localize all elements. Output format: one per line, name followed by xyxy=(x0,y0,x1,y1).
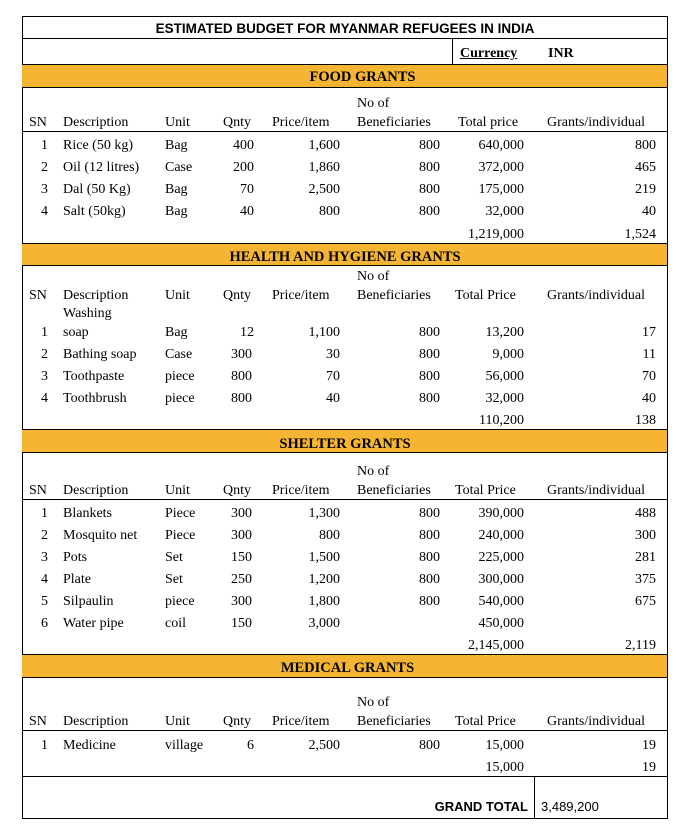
col-desc: Description xyxy=(63,115,129,130)
medical-band-top xyxy=(22,654,668,655)
health-subtotal-underline xyxy=(470,429,526,430)
grants-individual: 40 xyxy=(642,204,656,219)
shelter-subtotal: 2,145,000 xyxy=(468,638,524,653)
price: 1,200 xyxy=(308,572,340,587)
total: 13,200 xyxy=(485,325,524,340)
health-gpi-underline xyxy=(630,429,657,430)
sn: 1 xyxy=(41,325,48,340)
shelter-subtotal-gpi: 2,119 xyxy=(625,638,656,653)
col-nob-bottom: Beneficiaries xyxy=(357,115,431,130)
description-top: Washing xyxy=(63,306,112,321)
col-gpi: Grants/individual xyxy=(547,288,645,303)
description: Rice (50 kg) xyxy=(63,138,133,153)
price: 1,100 xyxy=(308,325,340,340)
unit: Case xyxy=(165,347,193,362)
description: Toothbrush xyxy=(63,391,127,406)
medical-header-rule xyxy=(22,730,668,731)
col-nob-top: No of xyxy=(357,695,390,710)
total: 225,000 xyxy=(478,550,524,565)
price: 800 xyxy=(319,528,340,543)
qnty: 200 xyxy=(233,160,254,175)
col-qnty: Qnty xyxy=(223,115,251,130)
col-price: Price/item xyxy=(272,115,330,130)
shelter-subtotal-underline xyxy=(458,654,526,655)
price: 1,500 xyxy=(308,550,340,565)
unit: village xyxy=(165,738,204,753)
col-total: Total price xyxy=(458,115,519,130)
beneficiaries: 800 xyxy=(419,160,440,175)
qnty: 800 xyxy=(231,369,252,384)
col-nob-top: No of xyxy=(357,96,390,111)
unit: piece xyxy=(165,594,195,609)
sn: 2 xyxy=(41,347,48,362)
price: 800 xyxy=(319,204,340,219)
col-desc: Description xyxy=(63,288,129,303)
sn: 3 xyxy=(41,369,48,384)
sn: 4 xyxy=(41,391,48,406)
price: 2,500 xyxy=(308,182,340,197)
shelter-grants-heading: SHELTER GRANTS xyxy=(279,436,411,452)
food-header-rule xyxy=(22,131,668,132)
beneficiaries: 800 xyxy=(419,594,440,609)
qnty: 800 xyxy=(231,391,252,406)
currency-divider xyxy=(452,38,453,64)
col-qnty: Qnty xyxy=(223,714,251,729)
sn: 4 xyxy=(41,572,48,587)
grand-total-rule xyxy=(22,776,668,777)
beneficiaries: 800 xyxy=(419,369,440,384)
unit: Piece xyxy=(165,528,196,543)
qnty: 250 xyxy=(231,572,252,587)
description: Salt (50kg) xyxy=(63,204,126,219)
qnty: 150 xyxy=(231,550,252,565)
health-band-bottom xyxy=(22,265,668,266)
col-desc: Description xyxy=(63,483,129,498)
sn: 1 xyxy=(41,138,48,153)
beneficiaries: 800 xyxy=(419,182,440,197)
grants-individual: 300 xyxy=(635,528,656,543)
grants-individual: 800 xyxy=(635,138,656,153)
beneficiaries: 800 xyxy=(419,506,440,521)
beneficiaries: 800 xyxy=(419,138,440,153)
grand-total-value: 3,489,200 xyxy=(541,799,599,814)
col-nob-bottom: Beneficiaries xyxy=(357,288,431,303)
unit: Set xyxy=(165,572,183,587)
unit: Bag xyxy=(165,325,188,340)
shelter-header-rule xyxy=(22,499,668,500)
shelter-band-bottom xyxy=(22,452,668,453)
col-unit: Unit xyxy=(165,288,190,303)
col-sn: SN xyxy=(29,714,47,729)
health-subtotal-gpi: 138 xyxy=(635,413,656,428)
price: 40 xyxy=(326,391,340,406)
unit: piece xyxy=(165,391,195,406)
col-price: Price/item xyxy=(272,714,330,729)
unit: Bag xyxy=(165,138,188,153)
grants-individual: 675 xyxy=(635,594,656,609)
description: Bathing soap xyxy=(63,347,137,362)
health-grants-heading: HEALTH AND HYGIENE GRANTS xyxy=(229,249,461,265)
currency-value: INR xyxy=(548,46,574,61)
qnty: 300 xyxy=(231,594,252,609)
total: 9,000 xyxy=(492,347,524,362)
col-total: Total Price xyxy=(455,483,516,498)
total: 300,000 xyxy=(478,572,524,587)
grants-individual: 70 xyxy=(642,369,656,384)
col-total: Total Price xyxy=(455,714,516,729)
grants-individual: 219 xyxy=(635,182,656,197)
qnty: 300 xyxy=(231,347,252,362)
shelter-band-top xyxy=(22,429,668,430)
qnty: 150 xyxy=(231,616,252,631)
health-band-top xyxy=(22,243,668,244)
sn: 1 xyxy=(41,738,48,753)
sn: 5 xyxy=(41,594,48,609)
unit: Bag xyxy=(165,204,188,219)
total: 56,000 xyxy=(485,369,524,384)
grants-individual: 488 xyxy=(635,506,656,521)
qnty: 400 xyxy=(233,138,254,153)
medical-grants-heading: MEDICAL GRANTS xyxy=(280,660,415,676)
title-rule xyxy=(22,38,668,39)
border-top xyxy=(22,16,668,17)
col-sn: SN xyxy=(29,288,47,303)
description: Water pipe xyxy=(63,616,124,631)
sn: 2 xyxy=(41,528,48,543)
total: 175,000 xyxy=(478,182,524,197)
beneficiaries: 800 xyxy=(419,528,440,543)
price: 1,600 xyxy=(308,138,340,153)
col-gpi: Grants/individual xyxy=(547,714,645,729)
grants-individual: 465 xyxy=(635,160,656,175)
qnty: 70 xyxy=(240,182,254,197)
unit: Case xyxy=(165,160,193,175)
medical-subtotal-gpi: 19 xyxy=(642,760,656,775)
qnty: 12 xyxy=(240,325,254,340)
price: 1,300 xyxy=(308,506,340,521)
total: 372,000 xyxy=(478,160,524,175)
beneficiaries: 800 xyxy=(419,738,440,753)
unit: Bag xyxy=(165,182,188,197)
beneficiaries: 800 xyxy=(419,550,440,565)
total: 640,000 xyxy=(478,138,524,153)
col-nob-bottom: Beneficiaries xyxy=(357,483,431,498)
col-gpi: Grants/individual xyxy=(547,483,645,498)
qnty: 300 xyxy=(231,528,252,543)
description: Silpaulin xyxy=(63,594,114,609)
total: 32,000 xyxy=(485,391,524,406)
unit: Piece xyxy=(165,506,196,521)
food-gpi-underline xyxy=(615,243,657,244)
sn: 4 xyxy=(41,204,48,219)
beneficiaries: 800 xyxy=(419,204,440,219)
total: 15,000 xyxy=(485,738,524,753)
description: soap xyxy=(63,325,89,340)
page-title: ESTIMATED BUDGET FOR MYANMAR REFUGEES IN INDIA xyxy=(155,21,535,36)
grants-individual: 17 xyxy=(642,325,656,340)
beneficiaries: 800 xyxy=(419,325,440,340)
medical-subtotal: 15,000 xyxy=(485,760,524,775)
unit: Set xyxy=(165,550,183,565)
col-unit: Unit xyxy=(165,714,190,729)
sn: 2 xyxy=(41,160,48,175)
medical-band-bottom xyxy=(22,677,668,678)
food-subtotal-underline xyxy=(458,243,526,244)
col-unit: Unit xyxy=(165,115,190,130)
border-left xyxy=(22,16,23,819)
sn: 6 xyxy=(41,616,48,631)
total: 540,000 xyxy=(478,594,524,609)
price: 3,000 xyxy=(308,616,340,631)
qnty: 6 xyxy=(247,738,254,753)
beneficiaries: 800 xyxy=(419,572,440,587)
description: Mosquito net xyxy=(63,528,138,543)
grants-individual: 281 xyxy=(635,550,656,565)
description: Toothpaste xyxy=(63,369,125,384)
qnty: 40 xyxy=(240,204,254,219)
total: 450,000 xyxy=(478,616,524,631)
food-band-bottom xyxy=(22,87,668,88)
grand-total-label: GRAND TOTAL xyxy=(434,799,528,814)
grants-individual: 40 xyxy=(642,391,656,406)
qnty: 300 xyxy=(231,506,252,521)
shelter-gpi-underline xyxy=(615,654,657,655)
col-total: Total Price xyxy=(455,288,516,303)
food-band-top xyxy=(22,64,668,65)
col-nob-bottom: Beneficiaries xyxy=(357,714,431,729)
col-price: Price/item xyxy=(272,483,330,498)
col-qnty: Qnty xyxy=(223,483,251,498)
grants-individual: 19 xyxy=(642,738,656,753)
unit: coil xyxy=(165,616,186,631)
description: Pots xyxy=(63,550,88,565)
grants-individual: 375 xyxy=(635,572,656,587)
food-subtotal-gpi: 1,524 xyxy=(624,227,656,242)
food-grants-heading: FOOD GRANTS xyxy=(309,69,416,85)
col-gpi: Grants/individual xyxy=(547,115,645,130)
border-bottom xyxy=(22,818,668,819)
description: Medicine xyxy=(63,738,116,753)
health-subtotal: 110,200 xyxy=(479,413,524,428)
price: 70 xyxy=(326,369,340,384)
total: 240,000 xyxy=(478,528,524,543)
border-right xyxy=(667,16,668,819)
total: 390,000 xyxy=(478,506,524,521)
sn: 3 xyxy=(41,182,48,197)
col-nob-top: No of xyxy=(357,269,390,284)
col-nob-top: No of xyxy=(357,464,390,479)
col-sn: SN xyxy=(29,115,47,130)
col-unit: Unit xyxy=(165,483,190,498)
col-sn: SN xyxy=(29,483,47,498)
beneficiaries: 800 xyxy=(419,391,440,406)
food-subtotal: 1,219,000 xyxy=(468,227,524,242)
sn: 3 xyxy=(41,550,48,565)
col-qnty: Qnty xyxy=(223,288,251,303)
total: 32,000 xyxy=(485,204,524,219)
sn: 1 xyxy=(41,506,48,521)
description: Plate xyxy=(63,572,91,587)
price: 2,500 xyxy=(308,738,340,753)
price: 1,800 xyxy=(308,594,340,609)
col-price: Price/item xyxy=(272,288,330,303)
price: 30 xyxy=(326,347,340,362)
col-desc: Description xyxy=(63,714,129,729)
grand-total-divider xyxy=(534,776,535,819)
description: Blankets xyxy=(63,506,112,521)
beneficiaries: 800 xyxy=(419,347,440,362)
description: Dal (50 Kg) xyxy=(63,182,131,197)
price: 1,860 xyxy=(308,160,340,175)
grants-individual: 11 xyxy=(642,347,656,362)
unit: piece xyxy=(165,369,195,384)
currency-label: Currency xyxy=(460,46,518,61)
description: Oil (12 litres) xyxy=(63,160,140,175)
